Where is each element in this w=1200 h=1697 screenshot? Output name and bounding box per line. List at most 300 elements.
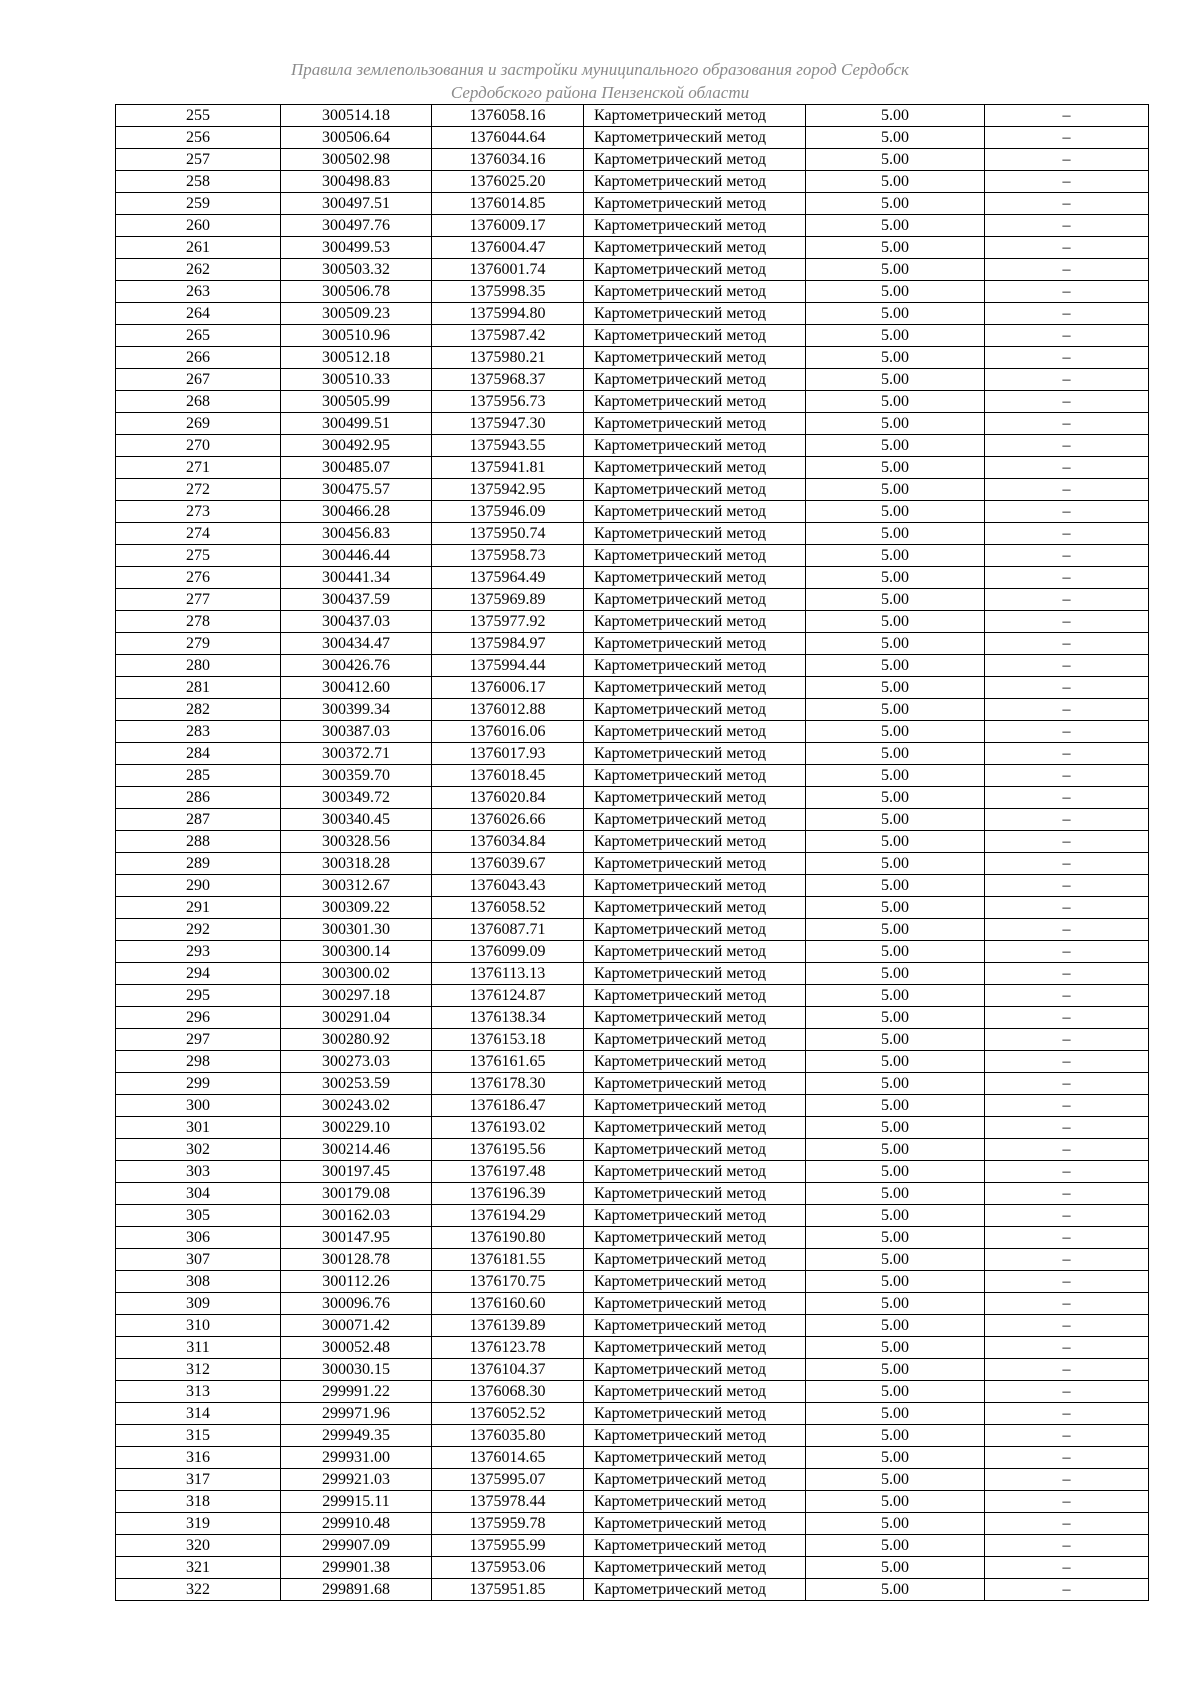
y-coordinate-cell: 1376043.43 (432, 875, 584, 897)
accuracy-cell: 5.00 (806, 259, 985, 281)
y-coordinate-cell: 1375994.44 (432, 655, 584, 677)
y-coordinate-cell: 1376099.09 (432, 941, 584, 963)
method-cell: Картометрический метод (584, 1315, 806, 1337)
y-coordinate-cell: 1376058.16 (432, 105, 584, 127)
x-coordinate-cell: 300328.56 (281, 831, 432, 853)
method-cell: Картометрический метод (584, 1029, 806, 1051)
point-number-cell: 296 (116, 1007, 281, 1029)
y-coordinate-cell: 1376138.34 (432, 1007, 584, 1029)
accuracy-cell: 5.00 (806, 1205, 985, 1227)
point-number-cell: 288 (116, 831, 281, 853)
accuracy-cell: 5.00 (806, 677, 985, 699)
description-cell: – (985, 325, 1149, 347)
y-coordinate-cell: 1376104.37 (432, 1359, 584, 1381)
y-coordinate-cell: 1376178.30 (432, 1073, 584, 1095)
description-cell: – (985, 1381, 1149, 1403)
x-coordinate-cell: 300499.51 (281, 413, 432, 435)
method-cell: Картометрический метод (584, 1007, 806, 1029)
x-coordinate-cell: 300509.23 (281, 303, 432, 325)
description-cell: – (985, 501, 1149, 523)
y-coordinate-cell: 1375959.78 (432, 1513, 584, 1535)
y-coordinate-cell: 1376197.48 (432, 1161, 584, 1183)
method-cell: Картометрический метод (584, 1513, 806, 1535)
x-coordinate-cell: 300372.71 (281, 743, 432, 765)
point-number-cell: 268 (116, 391, 281, 413)
y-coordinate-cell: 1376044.64 (432, 127, 584, 149)
y-coordinate-cell: 1375980.21 (432, 347, 584, 369)
x-coordinate-cell: 300434.47 (281, 633, 432, 655)
y-coordinate-cell: 1376195.56 (432, 1139, 584, 1161)
point-number-cell: 257 (116, 149, 281, 171)
method-cell: Картометрический метод (584, 1293, 806, 1315)
x-coordinate-cell: 299971.96 (281, 1403, 432, 1425)
point-number-cell: 279 (116, 633, 281, 655)
point-number-cell: 287 (116, 809, 281, 831)
accuracy-cell: 5.00 (806, 1029, 985, 1051)
description-cell: – (985, 1491, 1149, 1513)
method-cell: Картометрический метод (584, 347, 806, 369)
x-coordinate-cell: 299949.35 (281, 1425, 432, 1447)
table-row (116, 523, 1149, 545)
description-cell: – (985, 1051, 1149, 1073)
method-cell: Картометрический метод (584, 1139, 806, 1161)
y-coordinate-cell: 1376018.45 (432, 765, 584, 787)
point-number-cell: 282 (116, 699, 281, 721)
table-row (116, 193, 1149, 215)
description-cell: – (985, 985, 1149, 1007)
point-number-cell: 271 (116, 457, 281, 479)
method-cell: Картометрический метод (584, 435, 806, 457)
x-coordinate-cell: 300349.72 (281, 787, 432, 809)
point-number-cell: 263 (116, 281, 281, 303)
accuracy-cell: 5.00 (806, 1227, 985, 1249)
method-cell: Картометрический метод (584, 611, 806, 633)
method-cell: Картометрический метод (584, 941, 806, 963)
description-cell: – (985, 1095, 1149, 1117)
point-number-cell: 302 (116, 1139, 281, 1161)
description-cell: – (985, 1205, 1149, 1227)
method-cell: Картометрический метод (584, 545, 806, 567)
method-cell: Картометрический метод (584, 1337, 806, 1359)
accuracy-cell: 5.00 (806, 325, 985, 347)
point-number-cell: 275 (116, 545, 281, 567)
x-coordinate-cell: 300300.14 (281, 941, 432, 963)
description-cell: – (985, 963, 1149, 985)
y-coordinate-cell: 1375956.73 (432, 391, 584, 413)
point-number-cell: 255 (116, 105, 281, 127)
y-coordinate-cell: 1376153.18 (432, 1029, 584, 1051)
accuracy-cell: 5.00 (806, 721, 985, 743)
page-header (0, 58, 1200, 104)
description-cell: – (985, 809, 1149, 831)
table-row (116, 1293, 1149, 1315)
description-cell: – (985, 347, 1149, 369)
method-cell: Картометрический метод (584, 1535, 806, 1557)
method-cell: Картометрический метод (584, 1051, 806, 1073)
accuracy-cell: 5.00 (806, 105, 985, 127)
table-row (116, 1491, 1149, 1513)
table-row (116, 127, 1149, 149)
method-cell: Картометрический метод (584, 677, 806, 699)
point-number-cell: 262 (116, 259, 281, 281)
y-coordinate-cell: 1375942.95 (432, 479, 584, 501)
y-coordinate-cell: 1376006.17 (432, 677, 584, 699)
point-number-cell: 260 (116, 215, 281, 237)
x-coordinate-cell: 300510.96 (281, 325, 432, 347)
table-row (116, 171, 1149, 193)
method-cell: Картометрический метод (584, 413, 806, 435)
description-cell: – (985, 457, 1149, 479)
point-number-cell: 277 (116, 589, 281, 611)
accuracy-cell: 5.00 (806, 699, 985, 721)
description-cell: – (985, 1557, 1149, 1579)
table-row (116, 545, 1149, 567)
description-cell: – (985, 677, 1149, 699)
point-number-cell: 269 (116, 413, 281, 435)
y-coordinate-cell: 1375968.37 (432, 369, 584, 391)
point-number-cell: 270 (116, 435, 281, 457)
description-cell: – (985, 1403, 1149, 1425)
description-cell: – (985, 1293, 1149, 1315)
accuracy-cell: 5.00 (806, 1051, 985, 1073)
method-cell: Картометрический метод (584, 787, 806, 809)
table-row (116, 853, 1149, 875)
x-coordinate-cell: 300475.57 (281, 479, 432, 501)
method-cell: Картометрический метод (584, 809, 806, 831)
x-coordinate-cell: 300441.34 (281, 567, 432, 589)
y-coordinate-cell: 1376014.85 (432, 193, 584, 215)
y-coordinate-cell: 1376161.65 (432, 1051, 584, 1073)
method-cell: Картометрический метод (584, 149, 806, 171)
point-number-cell: 318 (116, 1491, 281, 1513)
point-number-cell: 265 (116, 325, 281, 347)
description-cell: – (985, 765, 1149, 787)
point-number-cell: 274 (116, 523, 281, 545)
x-coordinate-cell: 300497.51 (281, 193, 432, 215)
table-row (116, 1095, 1149, 1117)
accuracy-cell: 5.00 (806, 1249, 985, 1271)
coordinates-table-body (116, 105, 1149, 1601)
accuracy-cell: 5.00 (806, 875, 985, 897)
method-cell: Картометрический метод (584, 1491, 806, 1513)
table-row (116, 699, 1149, 721)
table-row (116, 391, 1149, 413)
x-coordinate-cell: 300505.99 (281, 391, 432, 413)
accuracy-cell: 5.00 (806, 589, 985, 611)
accuracy-cell: 5.00 (806, 303, 985, 325)
accuracy-cell: 5.00 (806, 765, 985, 787)
accuracy-cell: 5.00 (806, 127, 985, 149)
point-number-cell: 283 (116, 721, 281, 743)
description-cell: – (985, 941, 1149, 963)
x-coordinate-cell: 300147.95 (281, 1227, 432, 1249)
accuracy-cell: 5.00 (806, 369, 985, 391)
point-number-cell: 264 (116, 303, 281, 325)
x-coordinate-cell: 300030.15 (281, 1359, 432, 1381)
description-cell: – (985, 589, 1149, 611)
table-row (116, 677, 1149, 699)
table-row (116, 1315, 1149, 1337)
accuracy-cell: 5.00 (806, 787, 985, 809)
point-number-cell: 301 (116, 1117, 281, 1139)
table-row (116, 303, 1149, 325)
method-cell: Картометрический метод (584, 1073, 806, 1095)
method-cell: Картометрический метод (584, 391, 806, 413)
accuracy-cell: 5.00 (806, 963, 985, 985)
method-cell: Картометрический метод (584, 501, 806, 523)
y-coordinate-cell: 1376034.16 (432, 149, 584, 171)
accuracy-cell: 5.00 (806, 831, 985, 853)
accuracy-cell: 5.00 (806, 743, 985, 765)
point-number-cell: 321 (116, 1557, 281, 1579)
table-row (116, 237, 1149, 259)
method-cell: Картометрический метод (584, 875, 806, 897)
point-number-cell: 292 (116, 919, 281, 941)
method-cell: Картометрический метод (584, 985, 806, 1007)
method-cell: Картометрический метод (584, 127, 806, 149)
x-coordinate-cell: 300071.42 (281, 1315, 432, 1337)
y-coordinate-cell: 1376123.78 (432, 1337, 584, 1359)
accuracy-cell: 5.00 (806, 215, 985, 237)
description-cell: – (985, 435, 1149, 457)
method-cell: Картометрический метод (584, 479, 806, 501)
method-cell: Картометрический метод (584, 369, 806, 391)
x-coordinate-cell: 299891.68 (281, 1579, 432, 1601)
accuracy-cell: 5.00 (806, 853, 985, 875)
x-coordinate-cell: 300446.44 (281, 545, 432, 567)
description-cell: – (985, 1183, 1149, 1205)
method-cell: Картометрический метод (584, 215, 806, 237)
description-cell: – (985, 127, 1149, 149)
y-coordinate-cell: 1376025.20 (432, 171, 584, 193)
accuracy-cell: 5.00 (806, 1139, 985, 1161)
table-row (116, 1337, 1149, 1359)
point-number-cell: 272 (116, 479, 281, 501)
accuracy-cell: 5.00 (806, 1271, 985, 1293)
method-cell: Картометрический метод (584, 1469, 806, 1491)
accuracy-cell: 5.00 (806, 941, 985, 963)
method-cell: Картометрический метод (584, 897, 806, 919)
method-cell: Картометрический метод (584, 589, 806, 611)
table-row (116, 1227, 1149, 1249)
y-coordinate-cell: 1376052.52 (432, 1403, 584, 1425)
table-row (116, 1359, 1149, 1381)
accuracy-cell: 5.00 (806, 149, 985, 171)
x-coordinate-cell: 300466.28 (281, 501, 432, 523)
y-coordinate-cell: 1376087.71 (432, 919, 584, 941)
accuracy-cell: 5.00 (806, 1469, 985, 1491)
description-cell: – (985, 1359, 1149, 1381)
method-cell: Картометрический метод (584, 963, 806, 985)
x-coordinate-cell: 300197.45 (281, 1161, 432, 1183)
method-cell: Картометрический метод (584, 1557, 806, 1579)
table-row (116, 1403, 1149, 1425)
accuracy-cell: 5.00 (806, 545, 985, 567)
x-coordinate-cell: 300359.70 (281, 765, 432, 787)
description-cell: – (985, 391, 1149, 413)
description-cell: – (985, 1315, 1149, 1337)
y-coordinate-cell: 1376004.47 (432, 237, 584, 259)
table-row (116, 1425, 1149, 1447)
x-coordinate-cell: 299915.11 (281, 1491, 432, 1513)
description-cell: – (985, 655, 1149, 677)
accuracy-cell: 5.00 (806, 1183, 985, 1205)
y-coordinate-cell: 1375950.74 (432, 523, 584, 545)
description-cell: – (985, 787, 1149, 809)
table-row (116, 787, 1149, 809)
x-coordinate-cell: 300456.83 (281, 523, 432, 545)
table-row (116, 1381, 1149, 1403)
table-row (116, 611, 1149, 633)
y-coordinate-cell: 1376026.66 (432, 809, 584, 831)
point-number-cell: 322 (116, 1579, 281, 1601)
description-cell: – (985, 1469, 1149, 1491)
point-number-cell: 306 (116, 1227, 281, 1249)
method-cell: Картометрический метод (584, 1359, 806, 1381)
point-number-cell: 305 (116, 1205, 281, 1227)
description-cell: – (985, 1337, 1149, 1359)
accuracy-cell: 5.00 (806, 413, 985, 435)
y-coordinate-cell: 1376190.80 (432, 1227, 584, 1249)
y-coordinate-cell: 1376160.60 (432, 1293, 584, 1315)
y-coordinate-cell: 1376009.17 (432, 215, 584, 237)
x-coordinate-cell: 299921.03 (281, 1469, 432, 1491)
y-coordinate-cell: 1375995.07 (432, 1469, 584, 1491)
description-cell: – (985, 303, 1149, 325)
description-cell: – (985, 149, 1149, 171)
table-row (116, 1073, 1149, 1095)
accuracy-cell: 5.00 (806, 1073, 985, 1095)
x-coordinate-cell: 300340.45 (281, 809, 432, 831)
method-cell: Картометрический метод (584, 523, 806, 545)
accuracy-cell: 5.00 (806, 1007, 985, 1029)
point-number-cell: 307 (116, 1249, 281, 1271)
y-coordinate-cell: 1376001.74 (432, 259, 584, 281)
accuracy-cell: 5.00 (806, 1117, 985, 1139)
point-number-cell: 278 (116, 611, 281, 633)
x-coordinate-cell: 300437.59 (281, 589, 432, 611)
table-row (116, 963, 1149, 985)
x-coordinate-cell: 300497.76 (281, 215, 432, 237)
y-coordinate-cell: 1376014.65 (432, 1447, 584, 1469)
y-coordinate-cell: 1375987.42 (432, 325, 584, 347)
point-number-cell: 311 (116, 1337, 281, 1359)
accuracy-cell: 5.00 (806, 1557, 985, 1579)
point-number-cell: 295 (116, 985, 281, 1007)
table-row (116, 721, 1149, 743)
y-coordinate-cell: 1376058.52 (432, 897, 584, 919)
x-coordinate-cell: 299907.09 (281, 1535, 432, 1557)
table-row (116, 105, 1149, 127)
x-coordinate-cell: 300309.22 (281, 897, 432, 919)
x-coordinate-cell: 300312.67 (281, 875, 432, 897)
x-coordinate-cell: 300514.18 (281, 105, 432, 127)
method-cell: Картометрический метод (584, 1161, 806, 1183)
table-row (116, 259, 1149, 281)
method-cell: Картометрический метод (584, 1381, 806, 1403)
table-row (116, 919, 1149, 941)
y-coordinate-cell: 1375953.06 (432, 1557, 584, 1579)
accuracy-cell: 5.00 (806, 1491, 985, 1513)
description-cell: – (985, 479, 1149, 501)
y-coordinate-cell: 1376194.29 (432, 1205, 584, 1227)
y-coordinate-cell: 1376193.02 (432, 1117, 584, 1139)
x-coordinate-cell: 300179.08 (281, 1183, 432, 1205)
method-cell: Картометрический метод (584, 1117, 806, 1139)
table-row (116, 149, 1149, 171)
accuracy-cell: 5.00 (806, 1513, 985, 1535)
description-cell: – (985, 721, 1149, 743)
point-number-cell: 273 (116, 501, 281, 523)
y-coordinate-cell: 1375964.49 (432, 567, 584, 589)
table-row (116, 1447, 1149, 1469)
x-coordinate-cell: 300112.26 (281, 1271, 432, 1293)
description-cell: – (985, 1227, 1149, 1249)
y-coordinate-cell: 1376186.47 (432, 1095, 584, 1117)
method-cell: Картометрический метод (584, 633, 806, 655)
point-number-cell: 310 (116, 1315, 281, 1337)
accuracy-cell: 5.00 (806, 523, 985, 545)
table-row (116, 215, 1149, 237)
description-cell: – (985, 215, 1149, 237)
method-cell: Картометрический метод (584, 303, 806, 325)
table-row (116, 985, 1149, 1007)
accuracy-cell: 5.00 (806, 171, 985, 193)
method-cell: Картометрический метод (584, 1579, 806, 1601)
point-number-cell: 261 (116, 237, 281, 259)
description-cell: – (985, 743, 1149, 765)
x-coordinate-cell: 299901.38 (281, 1557, 432, 1579)
description-cell: – (985, 369, 1149, 391)
point-number-cell: 266 (116, 347, 281, 369)
y-coordinate-cell: 1376017.93 (432, 743, 584, 765)
point-number-cell: 297 (116, 1029, 281, 1051)
method-cell: Картометрический метод (584, 1205, 806, 1227)
point-number-cell: 300 (116, 1095, 281, 1117)
method-cell: Картометрический метод (584, 325, 806, 347)
x-coordinate-cell: 300096.76 (281, 1293, 432, 1315)
description-cell: – (985, 281, 1149, 303)
x-coordinate-cell: 300229.10 (281, 1117, 432, 1139)
method-cell: Картометрический метод (584, 567, 806, 589)
point-number-cell: 286 (116, 787, 281, 809)
accuracy-cell: 5.00 (806, 1535, 985, 1557)
point-number-cell: 316 (116, 1447, 281, 1469)
table-row (116, 589, 1149, 611)
x-coordinate-cell: 300300.02 (281, 963, 432, 985)
description-cell: – (985, 105, 1149, 127)
point-number-cell: 284 (116, 743, 281, 765)
point-number-cell: 298 (116, 1051, 281, 1073)
method-cell: Картометрический метод (584, 1271, 806, 1293)
y-coordinate-cell: 1376034.84 (432, 831, 584, 853)
accuracy-cell: 5.00 (806, 391, 985, 413)
accuracy-cell: 5.00 (806, 281, 985, 303)
x-coordinate-cell: 300437.03 (281, 611, 432, 633)
description-cell: – (985, 611, 1149, 633)
point-number-cell: 290 (116, 875, 281, 897)
table-row (116, 1579, 1149, 1601)
method-cell: Картометрический метод (584, 831, 806, 853)
method-cell: Картометрический метод (584, 237, 806, 259)
table-row (116, 1469, 1149, 1491)
method-cell: Картометрический метод (584, 655, 806, 677)
table-row (116, 457, 1149, 479)
table-row (116, 1161, 1149, 1183)
description-cell: – (985, 567, 1149, 589)
method-cell: Картометрический метод (584, 743, 806, 765)
description-cell: – (985, 875, 1149, 897)
